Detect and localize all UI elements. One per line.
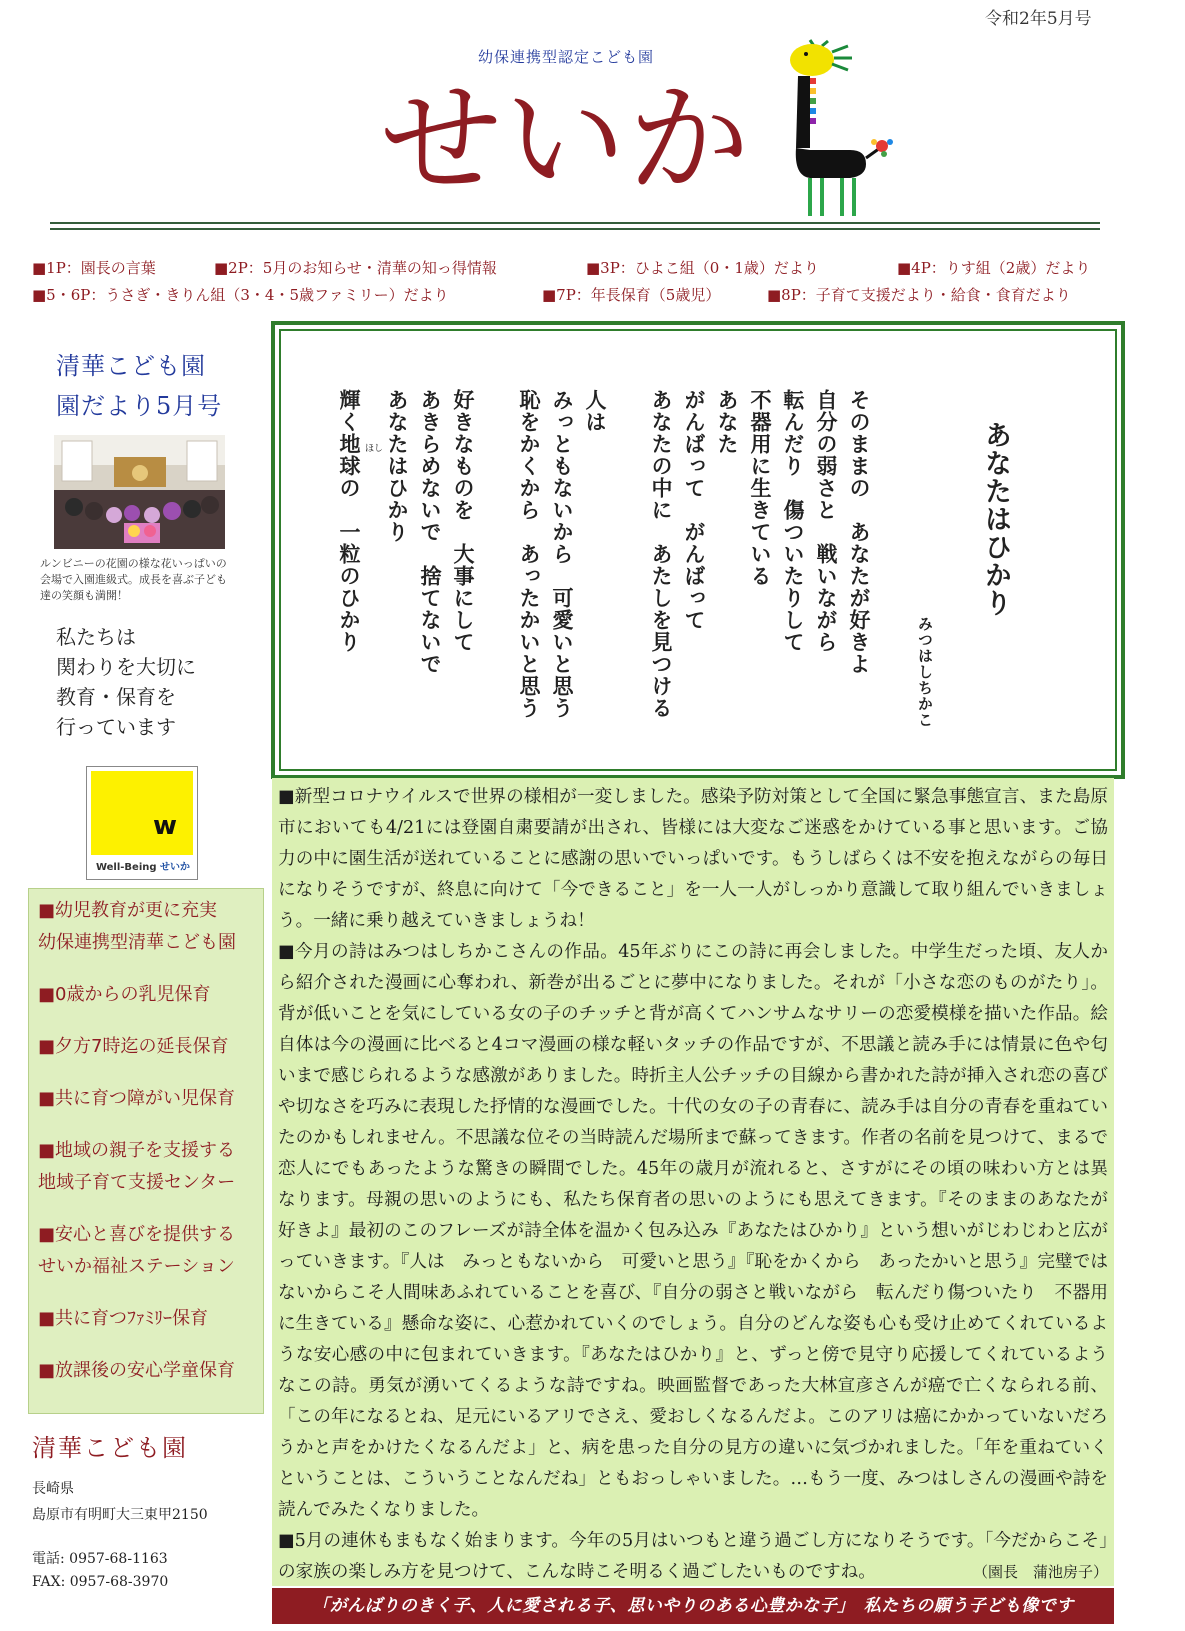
poem-line: 自分の弱さと 戦いながら [814,389,838,653]
poem-line: 人は [583,389,607,433]
poem-ruby: ほし [365,444,384,454]
wellbeing-label [90,858,196,873]
toc-item[interactable]: ■8P：子育て支援だより・給食・食育だより [767,286,1071,304]
wellbeing-logo [86,766,198,880]
motto-line: 関わりを大切に [56,655,196,679]
toc-item[interactable]: ■1P：園長の言葉 [32,259,156,277]
poem-line: 好きなものを 大事にして [451,389,475,653]
poem-author: みつはしちかこ [916,616,934,728]
motto-line: 行っています [56,715,176,739]
wellbeing-label-text: Well-Being [95,862,157,873]
feature-item: ■夕方7時迄の延長保育 [38,1036,229,1057]
feature-item: ■共に育つ障がい児保育 [38,1088,236,1109]
motto-banner: 「がんばりのきく子、人に愛される子、思いやりのある心豊かな子」 私たちの願う子ども像です [272,1588,1114,1624]
poem-title: あなたはひかり [980,421,1011,617]
toc-item[interactable]: ■5・6P：うさぎ・きりん組（3・4・5歳ファミリー）だより [32,286,449,304]
poem-line: 転んだり 傷ついたりして [781,389,805,653]
poem-line: みっともないから 可愛いと思う [550,389,574,719]
poem-line: あなたはひかり [385,389,409,543]
feature-item: ■0歳からの乳児保育 [38,984,211,1005]
principal-signature: （園長 蒲池房子） [972,1563,1108,1581]
message-text [278,782,1108,1588]
wellbeing-brand: せいか [160,862,191,873]
message-paragraph: ■今月の詩はみつはしちかこさんの作品。45年ぶりにこの詩に再会しました。中学生だった頃、友人から紹介された漫画に心奪われ、新巻が出るごとに夢中になりました。それが「小さな恋のものがたり」。背が低いことを気にしている女の子のチッチと背が高くてハンサムなサリーの恋愛模様を描いた作品。絵自体は今の漫画に比べると4コマ漫画の様な軽いタッチの作品ですが、不思議と読み手には情景に色や匂いまで感じられるような感激がありました。時折主人公チッチの目線から書かれた詩が挿入され恋の喜びや切なさを巧みに表現した抒情的な漫画でした。十代の女の子の青春に、読み手は自分の青春を重ねていたのかもしれません。不思議な位その当時読んだ場所まで蘇ってきます。作者の名前を見つけて、まるで恋人にでもあったような驚きの瞬間でした。45年の歳月が流れると、さすがにその頃の味わい方とは異なります。母親の思いのようにも、私たち保育者の思いのようにも思えてきます。『そのままのあなたが好きよ』最初のこのフレーズが詩全体を温かく包み込み『あなたはひかり』という想いがじわじわと広がっていきます。『人は みっともないから 可愛いと思う』『恥をかくから あったかいと思う』完璧ではないからこそ人間味あふれていることを喜び、『自分の弱さと戦いながら 転んだり傷ついたり 不器用に生きている』懸命な姿に、心惹かれていくのでしょう。自分のどんな姿も心も受け止めてくれているような安心感の中に包まれていきます。『あなたはひかり』と、ずっと傍で見守り応援してくれているようなこの詩。勇気が湧いてくるような詩ですね。映画監督であった大林宣彦さんが癌で亡くなられる前、「この年になるとね、足元にいるアリでさえ、愛おしくなるんだよ。このアリは癌にかかっていないだろうかと声をかけたくなるんだよ」と、病を患った自分の見方の違いに気づかれました。「年を重ねていくということは、こういうことなんだね」ともおっしゃいました。…もう一度、みつはしさんの漫画や詩を読んでみたくなりました。 [278,942,1108,1520]
sidebar-subheading: 園だより5月号 [56,392,223,420]
toc-item[interactable]: ■3P：ひよこ組（0・1歳）だより [586,259,819,277]
phone-number[interactable]: 電話: 0957-68-1163 [32,1551,168,1567]
feature-item: ■幼児教育が更に充実 [38,900,218,921]
sidebar-heading: 清華こども園 [56,352,206,380]
wellbeing-w-mark: w [153,811,178,841]
prefecture: 長崎県 [32,1481,74,1497]
header-divider [50,222,1100,224]
address: 島原市有明町大三東甲2150 [32,1507,208,1523]
poem-box [271,321,1125,779]
issue-date: 令和2年5月号 [985,9,1092,29]
motto [56,622,196,742]
photo-caption: ルンビニーの花園の様な花いっぱいの会場で入園進級式。成長を喜ぶ子ども達の笑顔も満開！ [40,557,227,602]
poem-line: あなた [715,389,739,455]
feature-item: 幼保連携型清華こども園 [38,932,236,953]
poem-line: そのままの あなたが好きよ [847,389,871,675]
motto-line: 教育・保育を [56,685,176,709]
wellbeing-badge [91,771,193,855]
toc-item[interactable]: ■2P：5月のお知らせ・清華の知っ得情報 [214,259,497,277]
feature-item: ■安心と喜びを提供する [38,1224,236,1245]
message-paragraph-text: ■5月の連休もまもなく始まります。今年の5月はいつもと違う過ごし方になりそうです。「今だからこそ」の家族の楽しみ方を見つけて、こんな時こそ明るく過ごしたいものですね。 [278,1531,1108,1582]
toc-row-2 [32,284,1142,304]
poem-line: あなたの中に あたしを見つける [649,389,673,719]
poem-line: がんばって がんばって [682,389,706,631]
school-name: 清華こども園 [32,1434,188,1462]
newsletter-title: せいか [380,69,752,211]
poem-line: 不器用に生きている [748,389,772,587]
fax-number: FAX: 0957-68-3970 [32,1574,169,1590]
feature-item: ■地域の親子を支援する [38,1140,236,1161]
message-paragraph [278,1526,1108,1588]
feature-item: せいか福祉ステーション [38,1256,235,1277]
message-paragraph: ■新型コロナウイルスで世界の様相が一変しました。感染予防対策として全国に緊急事態宣言、また島原市においても4/21には登園自粛要請が出され、皆様には大変なご迷惑をかけている事と思います。ご協力の中に園生活が送れていることに感謝の思いでいっぱいです。もうしばらくは不安を抱えながらの毎日になりそうですが、終息に向けて「今できること」を一人一人がしっかり意識して取り組んでいきましょう。一緒に乗り越えていきましょうね！ [278,787,1108,931]
poem-inner-frame [279,329,1117,771]
toc-item[interactable]: ■7P：年長保育（5歳児） [542,286,721,304]
poem-line: 輝く地球の 一粒のひかり [337,389,361,653]
ceremony-photo [54,435,225,549]
feature-item: ■共に育つﾌｧﾐﾘｰ保育 [38,1308,209,1329]
poem-line: あきらめないで 捨てないで [418,389,442,675]
toc-row-1 [32,257,1142,277]
feature-item: ■放課後の安心学童保育 [38,1360,236,1381]
message-panel [272,778,1114,1586]
poem-line: 恥をかくから あったかいと思う [517,389,541,719]
header-divider-secondary [50,228,1100,230]
giraffe-mascot-icon [770,38,930,224]
feature-item: 地域子育て支援センター [38,1172,236,1193]
newsletter-subtitle: 幼保連携型認定こども園 [478,48,655,66]
motto-line: 私たちは [56,625,136,649]
features-panel [28,888,264,1414]
toc-item[interactable]: ■4P：りす組（2歳）だより [897,259,1091,277]
